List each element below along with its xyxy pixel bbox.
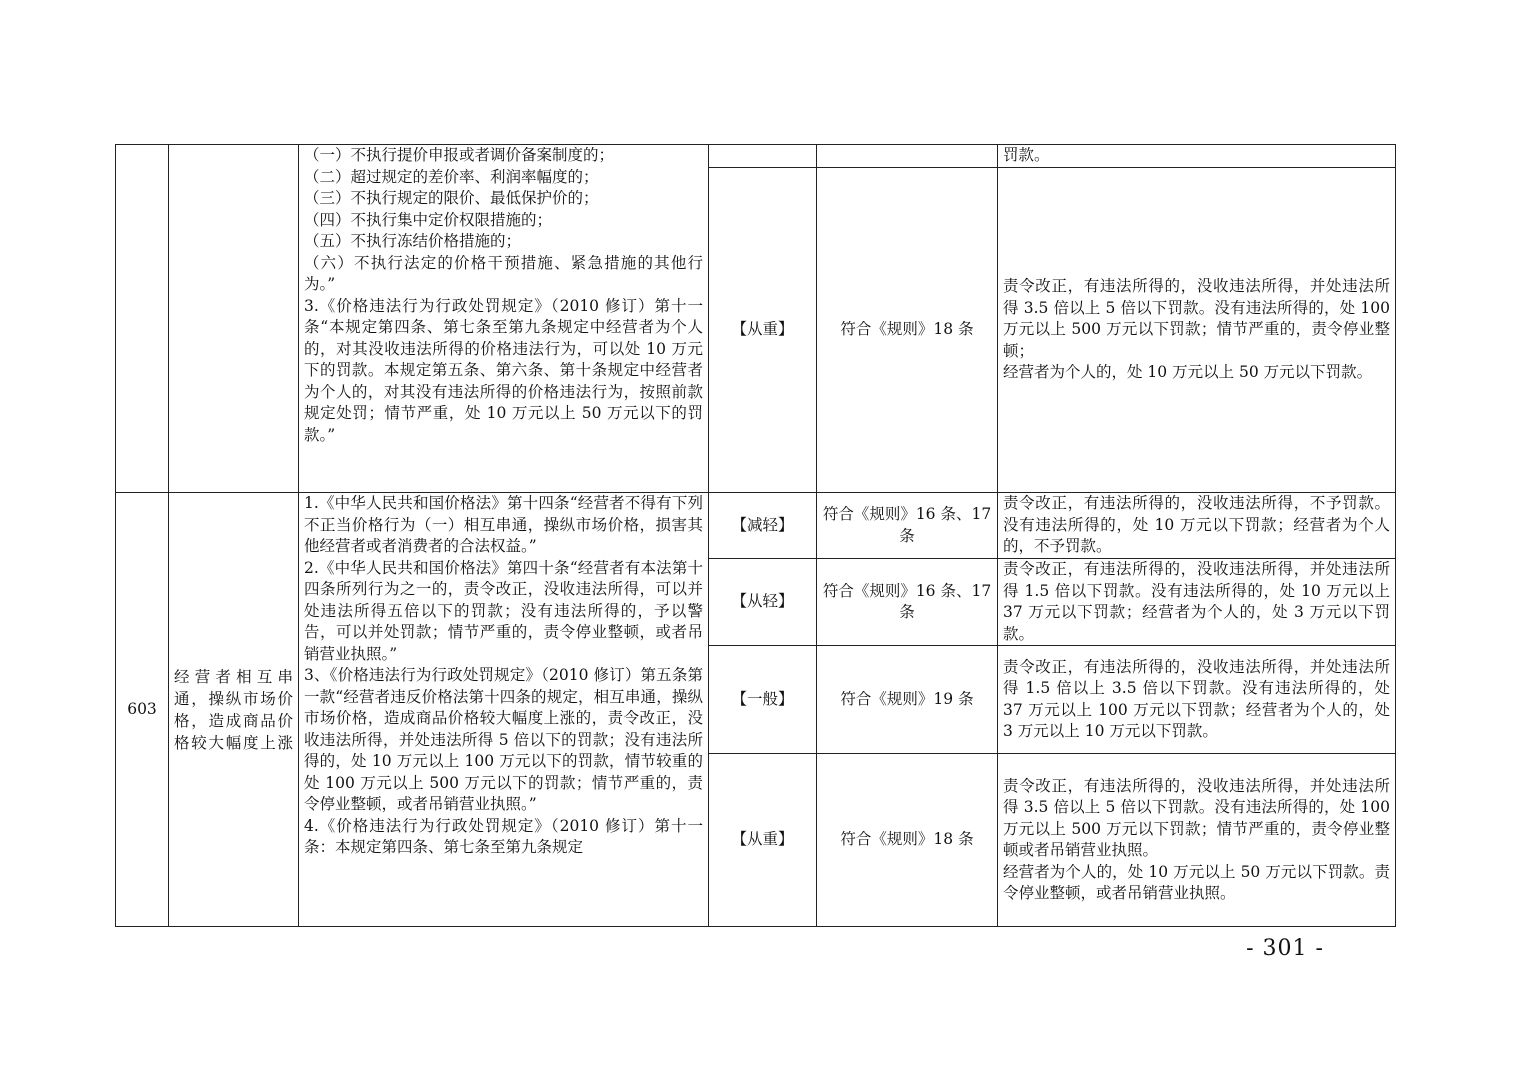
legal-basis-paragraph: （五）不执行冻结价格措施的；: [304, 232, 522, 250]
page-number: - 301 -: [1246, 936, 1324, 961]
item-603-legal-basis-cell: [299, 493, 709, 927]
legal-basis-paragraph: 2.《中华人民共和国价格法》第四十条“经营者有本法第十四条所列行为之一的，责令改正，没收违法所得，可以并处违法所得五倍以下的罚款；没有违法所得的，予以警告，可以并处罚款；情节严重的，责令停业整顿，或者吊销营业执照。”: [304, 558, 703, 663]
legal-basis-paragraph: （二）超过规定的差价率、利润率幅度的；: [304, 167, 599, 186]
applicable-rule: 符合《规则》16 条、17 条: [817, 559, 998, 646]
discretion-level: [709, 145, 817, 168]
penalty-standard: 责令改正，有违法所得的，没收违法所得，并处违法所得 3.5 倍以上 5 倍以下罚款。没有违法所得的，处 100 万元以上 500 万元以下罚款；情节严重的，责令停业整顿或者吊销营业执照。 经营者为个人的，处 10 万元以上 50 万元以下罚款。责令停业整顿，或者吊销营业执照。: [998, 754, 1396, 927]
legal-basis-paragraph: （一）不执行提价申报或者调价备案制度的；: [304, 146, 615, 164]
penalty-standard: 责令改正，有违法所得的，没收违法所得，并处违法所得 1.5 倍以上 3.5 倍以下罚款。没有违法所得的，处 37 万元以上 100 万元以下罚款；经营者为个人的，处 3 万元以上 10 万元以下罚款。: [998, 646, 1396, 754]
discretion-level: 【一般】: [709, 646, 817, 754]
violation-name-cell: [169, 493, 299, 927]
legal-basis-paragraph: （六）不执行法定的价格干预措施、紧急措施的其他行为。”: [304, 253, 703, 293]
discretion-level: 【从重】: [709, 754, 817, 927]
continued-legal-basis-cell: [299, 145, 709, 493]
continued-name-cell: [169, 145, 299, 493]
discretion-level: 【从轻】: [709, 559, 817, 646]
violation-name: 经营者相互串通，操纵市场价格，造成商品价格较大幅度上涨: [174, 667, 293, 752]
discretion-level: 【从重】: [709, 168, 817, 493]
legal-basis-paragraph: 3、《价格违法行为行政处罚规定》（2010 修订）第五条第一款“经营者违反价格法第十四条的规定，相互串通，操纵市场价格，造成商品价格较大幅度上涨的，责令改正，没收违法所得，并处违法所得 5 倍以下的罚款；没有违法所得的，处 10 万元以上 100 万元以下的罚款，情节较重的处 100 万元以上 500 万元以下的罚款；情节严重的，责令停业整顿，或者吊销营业执照。”: [304, 666, 703, 813]
legal-basis-paragraph: （四）不执行集中定价权限措施的；: [304, 210, 553, 229]
legal-basis-paragraph: （三）不执行规定的限价、最低保护价的；: [304, 189, 599, 207]
item-number: 603: [116, 493, 169, 927]
penalty-standard: 责令改正，有违法所得的，没收违法所得，并处违法所得 3.5 倍以上 5 倍以下罚款。没有违法所得的，处 100 万元以上 500 万元以下罚款；情节严重的，责令停业整顿； 经营者为个人的，处 10 万元以上 50 万元以下罚款。: [998, 168, 1396, 493]
legal-basis-paragraph: 1.《中华人民共和国价格法》第十四条“经营者不得有下列不正当价格行为（一）相互串通，操纵市场价格，损害其他经营者或者消费者的合法权益。”: [304, 494, 703, 555]
penalty-standard: 责令改正，有违法所得的，没收违法所得，并处违法所得 1.5 倍以下罚款。没有违法所得的，处 10 万元以上 37 万元以下罚款；经营者为个人的，处 3 万元以下罚款。: [998, 559, 1396, 646]
applicable-rule: 符合《规则》16 条、17 条: [817, 493, 998, 559]
penalty-discretion-table: [115, 144, 1396, 927]
continued-row-1: [116, 145, 1396, 168]
applicable-rule: 符合《规则》18 条: [817, 168, 998, 493]
legal-basis-paragraph: 3.《价格违法行为行政处罚规定》（2010 修订）第十一条“本规定第四条、第七条至第九条规定中经营者为个人的，对其没收违法所得的价格违法行为，可以处 10 万元下的罚款。本规定第五条、第六条、第十条规定中经营者为个人的，对其没有违法所得的价格违法行为，按照前款规定处罚；情节严重，处 10 万元以上 50 万元以下的罚款。”: [304, 296, 703, 444]
penalty-standard: 责令改正，有违法所得的，没收违法所得，不予罚款。没有违法所得的，处 10 万元以下罚款；经营者为个人的，不予罚款。: [998, 493, 1396, 559]
applicable-rule: [817, 145, 998, 168]
discretion-level: 【减轻】: [709, 493, 817, 559]
applicable-rule: 符合《规则》18 条: [817, 754, 998, 927]
continued-no-cell: [116, 145, 169, 493]
applicable-rule: 符合《规则》19 条: [817, 646, 998, 754]
legal-basis-paragraph: 4.《价格违法行为行政处罚规定》（2010 修订）第十一条：本规定第四条、第七条至第九条规定: [304, 816, 703, 856]
penalty-standard: 罚款。: [998, 145, 1396, 168]
item-603-row-1: [116, 493, 1396, 559]
